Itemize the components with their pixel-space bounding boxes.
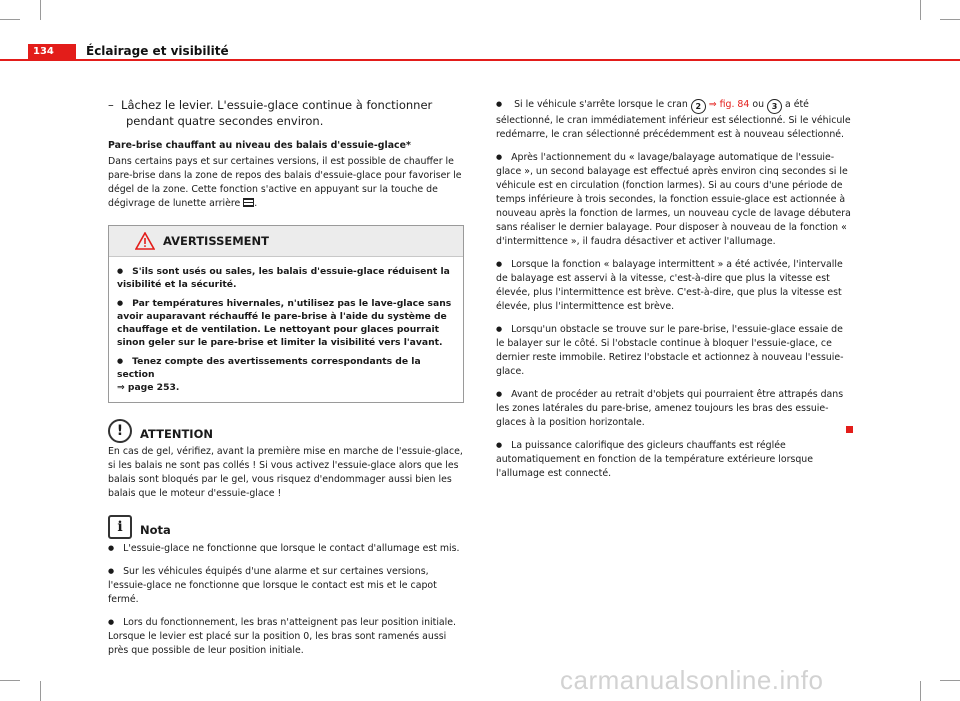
warning-body [109, 257, 463, 402]
rear-defrost-icon [243, 198, 254, 207]
body-paragraph-text: Dans certains pays et sur certaines versions, il est possible de chauffer le pare-brise dans la zone de repos des balais d'essuie-glace pour favoriser le dégel de la zone. Cette fonction s'active en appuyant sur la touche de dégivrage de lunette arrière [108, 156, 462, 209]
position-number-badge: 3 [767, 99, 782, 114]
header-rule [0, 59, 960, 61]
warning-bullet-text: Tenez compte des avertissements correspondants de la section [117, 356, 421, 380]
page-reference-link[interactable]: ⇒ page 253. [117, 382, 180, 393]
instruction-step: – Lâchez le levier. L'essuie-glace continue à fonctionner pendant quatre secondes environ. [108, 98, 433, 128]
section-end-marker [846, 426, 853, 433]
body-paragraph-end: . [254, 198, 258, 209]
info-icon: i [108, 515, 132, 539]
nota-bullet: ● Sur les véhicules équipés d'une alarme et sur certaines versions, l'essuie-glace ne fonctionne que lorsque le contact est mis et le capot fermé. [108, 564, 464, 607]
figure-reference-link[interactable]: ⇒ fig. 84 [708, 99, 750, 110]
attention-text: En cas de gel, vérifiez, avant la première mise en marche de l'essuie-glace, si les balais ne sont pas collés ! Si vous activez l'essuie-glace alors que les balais sont bloqués par le gel, vous risquez d'endommager aussi bien les balais que le moteur d'essuie-glace ! [108, 446, 463, 499]
warning-bullet: ● Par températures hivernales, n'utilisez pas le lave-glace sans avoir auparavant réchauffé le pare-brise à l'aide du système de chauffage et de ventilation. Le nettoyant pour glaces pourrait sinon geler sur le pare-brise et limiter la visibilité vers l'avant. [117, 297, 455, 349]
warning-triangle-icon [135, 232, 155, 250]
warning-bullet [117, 355, 455, 394]
nota-title: Nota [140, 523, 171, 537]
crop-mark [0, 19, 20, 20]
right-bullet-text: a été sélectionné, le cran immédiatement inférieur est sélectionné. Si le véhicule redémarre, le cran sélectionné précédemment est à nouveau sélectionné. [496, 99, 851, 140]
right-bullet [496, 97, 852, 142]
warning-bullet: ● S'ils sont usés ou sales, les balais d'essuie-glace réduisent la visibilité et la sécurité. [117, 265, 455, 291]
warning-header [109, 226, 463, 257]
right-bullet: ● Lorsqu'un obstacle se trouve sur le pare-brise, l'essuie-glace essaie de le balayer sur le côté. Si l'obstacle continue à bloquer l'essuie-glace, ce dernier reste immobile. Retirez l'obstacle et actionnez à nouveau l'essuie-glace. [496, 322, 852, 379]
right-bullet-text: Si le véhicule s'arrête lorsque le cran [514, 99, 688, 110]
nota-bullet: ● Lors du fonctionnement, les bras n'atteignent pas leur position initiale. Lorsque le levier est placé sur la position 0, les bras sont ramenés aussi près que possible de leur position initiale. [108, 615, 464, 658]
attention-title: ATTENTION [140, 427, 213, 441]
watermark: carmanualsonline.info [560, 665, 824, 695]
right-bullet: ● La puissance calorifique des gicleurs chauffants est réglée automatiquement en fonction de la température extérieure lorsque l'allumage est connecté. [496, 438, 852, 481]
right-bullet: ● Avant de procéder au retrait d'objets qui pourraient être attrapés dans les zones latérales du pare-brise, amenez toujours les bras des essuie-glaces à la position horizontale. [496, 387, 852, 430]
warning-box [108, 225, 464, 403]
crop-mark [940, 680, 960, 681]
right-bullet: ● Après l'actionnement du « lavage/balayage automatique de l'essuie-glace », un second balayage est effectué après environ cinq secondes si le véhicule est en circulation (fonction larmes). Si au cours d'une période de temps inférieure à trois secondes, la fonction essuie-glace est actionnée à nouveau après la fonction de larmes, un nouveau cycle de lavage débutera sans réaliser le dernier balayage. Pour disposer à nouveau de la fonction « d'intermittence », il faudra désactiver et activer l'allumage. [496, 150, 852, 249]
crop-mark [920, 681, 921, 701]
warning-title: AVERTISSEMENT [163, 234, 270, 248]
body-paragraph [108, 155, 464, 211]
position-number-badge: 2 [691, 99, 706, 114]
right-bullet-text: ou [752, 99, 765, 110]
right-column [496, 97, 852, 489]
nota-header [108, 515, 464, 541]
right-bullet: ● Lorsque la fonction « balayage intermittent » a été activée, l'intervalle de balayage est asservi à la vitesse, c'est-à-dire que plus la vitesse est élevée, plus l'intermittence est brève. C'est-à-dire, que plus la vitesse est élevée, plus l'intermittence est brève. [496, 257, 852, 314]
crop-mark [40, 0, 41, 20]
crop-mark [940, 19, 960, 20]
attention-icon: ! [108, 419, 132, 443]
left-column [108, 97, 464, 666]
subheading: Pare-brise chauffant au niveau des balais d'essuie-glace* [108, 140, 411, 151]
attention-header [108, 419, 464, 445]
page-number: 134 [33, 46, 54, 57]
crop-mark [920, 0, 921, 20]
crop-mark [0, 680, 20, 681]
section-title: Éclairage et visibilité [86, 44, 229, 58]
crop-mark [40, 681, 41, 701]
nota-bullet: ● L'essuie-glace ne fonctionne que lorsque le contact d'allumage est mis. [108, 541, 464, 556]
